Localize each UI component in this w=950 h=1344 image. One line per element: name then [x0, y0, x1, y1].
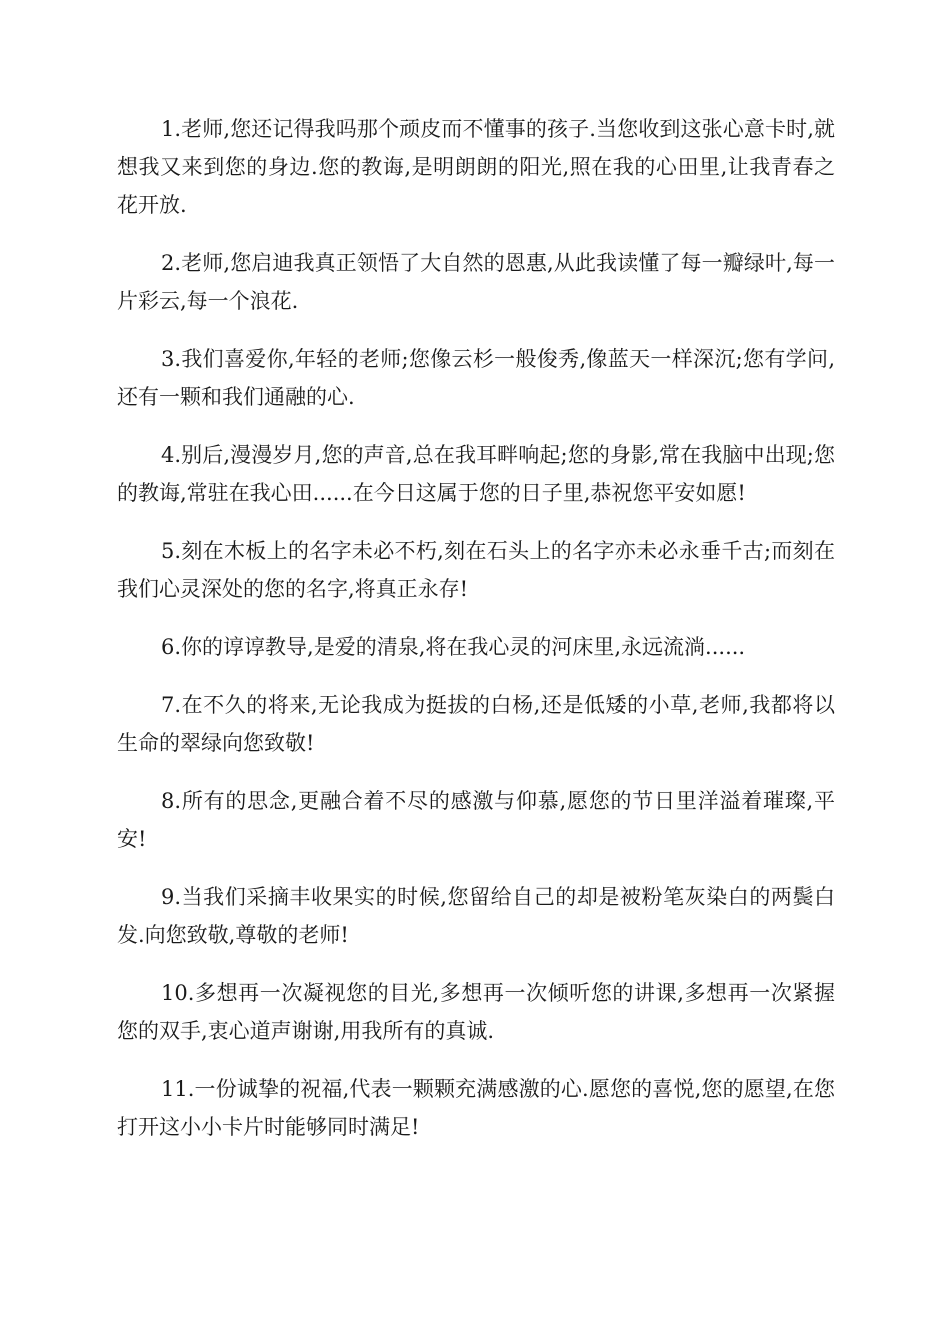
paragraph-1: 1.老师,您还记得我吗那个顽皮而不懂事的孩子.当您收到这张心意卡时,就想我又来到您的身边.您的教诲,是明朗朗的阳光,照在我的心田里,让我青春之花开放.	[117, 117, 835, 217]
paragraph-11: 11.一份诚挚的祝福,代表一颗颗充满感激的心.愿您的喜悦,您的愿望,在您打开这小小卡片时能够同时满足!	[117, 1077, 835, 1139]
paragraph-3: 3.我们喜爱你,年轻的老师;您像云杉一般俊秀,像蓝天一样深沉;您有学问,还有一颗和我们通融的心.	[117, 347, 835, 409]
paragraph-6: 6.你的谆谆教导,是爱的清泉,将在我心灵的河床里,永远流淌......	[161, 635, 746, 659]
paragraph-4: 4.别后,漫漫岁月,您的声音,总在我耳畔响起;您的身影,常在我脑中出现;您的教诲,常驻在我心田......在今日这属于您的日子里,恭祝您平安如愿!	[117, 443, 835, 505]
paragraph-8: 8.所有的思念,更融合着不尽的感激与仰慕,愿您的节日里洋溢着璀璨,平安!	[117, 789, 835, 851]
paragraph-9: 9.当我们采摘丰收果实的时候,您留给自己的却是被粉笔灰染白的两鬓白发.向您致敬,尊敬的老师!	[117, 885, 835, 947]
paragraph-7: 7.在不久的将来,无论我成为挺拔的白杨,还是低矮的小草,老师,我都将以生命的翠绿向您致敬!	[117, 693, 835, 755]
paragraph-10: 10.多想再一次凝视您的目光,多想再一次倾听您的讲课,多想再一次紧握您的双手,衷心道声谢谢,用我所有的真诚.	[117, 981, 835, 1043]
document-body	[117, 110, 835, 1166]
paragraph-2: 2.老师,您启迪我真正领悟了大自然的恩惠,从此我读懂了每一瓣绿叶,每一片彩云,每一个浪花.	[117, 251, 835, 313]
paragraph-5: 5.刻在木板上的名字未必不朽,刻在石头上的名字亦未必永垂千古;而刻在我们心灵深处的您的名字,将真正永存!	[117, 539, 835, 601]
